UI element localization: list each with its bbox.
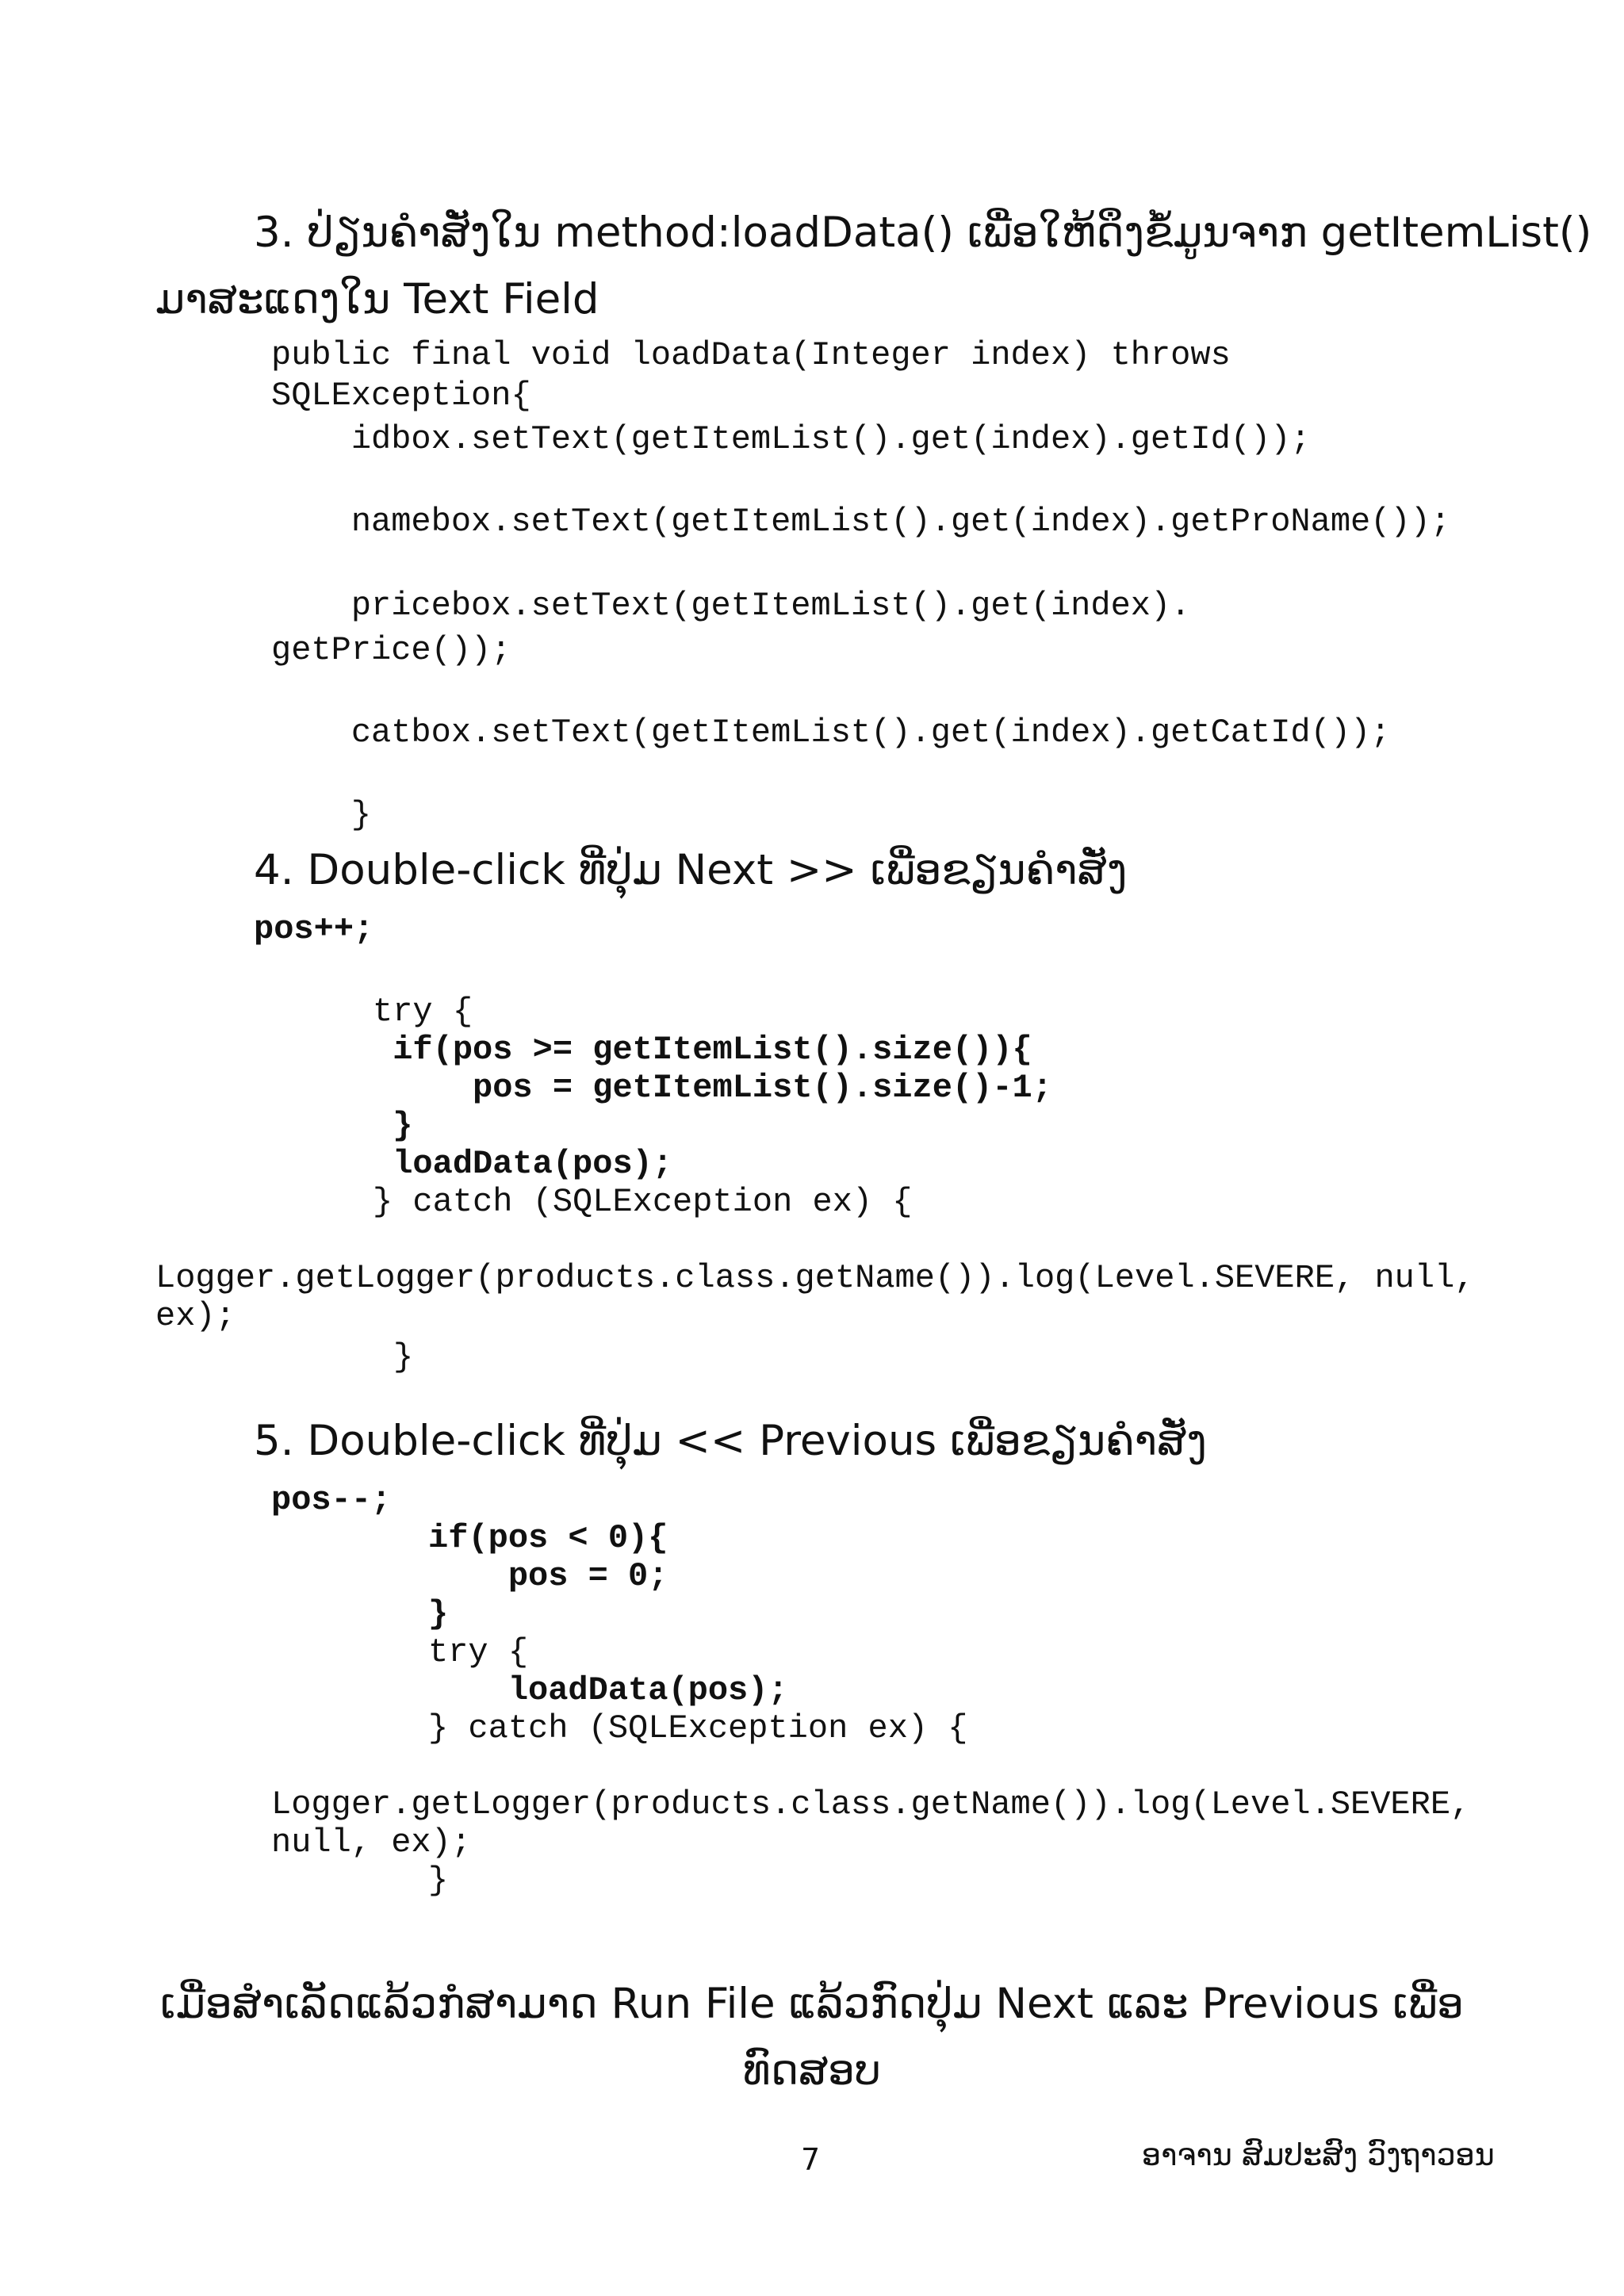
code-line: catbox.setText(getItemList().get(index).getCatId()); xyxy=(271,714,1391,752)
code-line: } xyxy=(393,1338,414,1376)
code-line: Logger.getLogger(products.class.getName()).log(Level.SEVERE, null, xyxy=(155,1259,1475,1297)
step3-title-line1: 3. ປ່ຽນຄຳສັ່ງໃນ method:loadData() ເພື່ອໃຫ້ດຶງຂໍ້ມູນຈາກ getItemList() xyxy=(254,209,1592,257)
code-line: ex); xyxy=(155,1297,236,1335)
code-line: try { xyxy=(373,993,473,1031)
code-line: SQLException{ xyxy=(271,377,531,415)
code-line: idbox.setText(getItemList().get(index).getId()); xyxy=(271,420,1311,458)
code-line: pos++; xyxy=(254,910,374,948)
code-line: } xyxy=(428,1595,449,1633)
conclusion-line2: ທົດສອບ xyxy=(742,2046,882,2095)
code-line: loadData(pos); xyxy=(428,1671,788,1709)
code-line: pos--; xyxy=(271,1481,392,1519)
code-line: if(pos >= getItemList().size()){ xyxy=(373,1031,1032,1069)
code-line: Logger.getLogger(products.class.getName()).log(Level.SEVERE, xyxy=(271,1785,1471,1823)
code-line: pricebox.setText(getItemList().get(index). xyxy=(271,587,1191,625)
code-line: namebox.setText(getItemList().get(index).getProName()); xyxy=(271,503,1451,541)
code-line: } catch (SQLException ex) { xyxy=(373,1183,913,1221)
page-number: 7 xyxy=(801,2142,821,2177)
code-line: getPrice()); xyxy=(271,631,511,669)
code-line: if(pos < 0){ xyxy=(428,1519,668,1557)
code-line: } xyxy=(271,796,372,834)
code-line: } xyxy=(373,1107,413,1145)
code-line: try { xyxy=(428,1633,529,1671)
code-line: pos = getItemList().size()-1; xyxy=(373,1069,1052,1107)
code-line: null, ex); xyxy=(271,1823,472,1862)
step3-title-line2: ມາສະແດງໃນ Text Field xyxy=(155,275,599,323)
code-line: } xyxy=(428,1862,449,1900)
conclusion-line1: ເມື່ອສຳເລັດແລ້ວກໍສາມາດ Run File ແລ້ວກົດປຸ່ມ Next ແລະ Previous ເພື່ອ xyxy=(160,1980,1464,2028)
author-name: ອາຈານ ສົມປະສົງ ວົງຖາວອນ xyxy=(1142,2137,1495,2172)
code-line: pos = 0; xyxy=(428,1557,668,1595)
code-line: } catch (SQLException ex) { xyxy=(428,1709,968,1747)
step5-title: 5. Double-click ທີ່ປຸ່ມ << Previous ເພື່ອຂຽນຄຳສັ່ງ xyxy=(254,1417,1207,1465)
code-line: loadData(pos); xyxy=(373,1145,673,1183)
code-line: public final void loadData(Integer index) throws xyxy=(271,336,1231,374)
step4-title: 4. Double-click ທີ່ປຸ່ມ Next >> ເພື່ອຂຽນຄຳສັ່ງ xyxy=(254,846,1128,894)
